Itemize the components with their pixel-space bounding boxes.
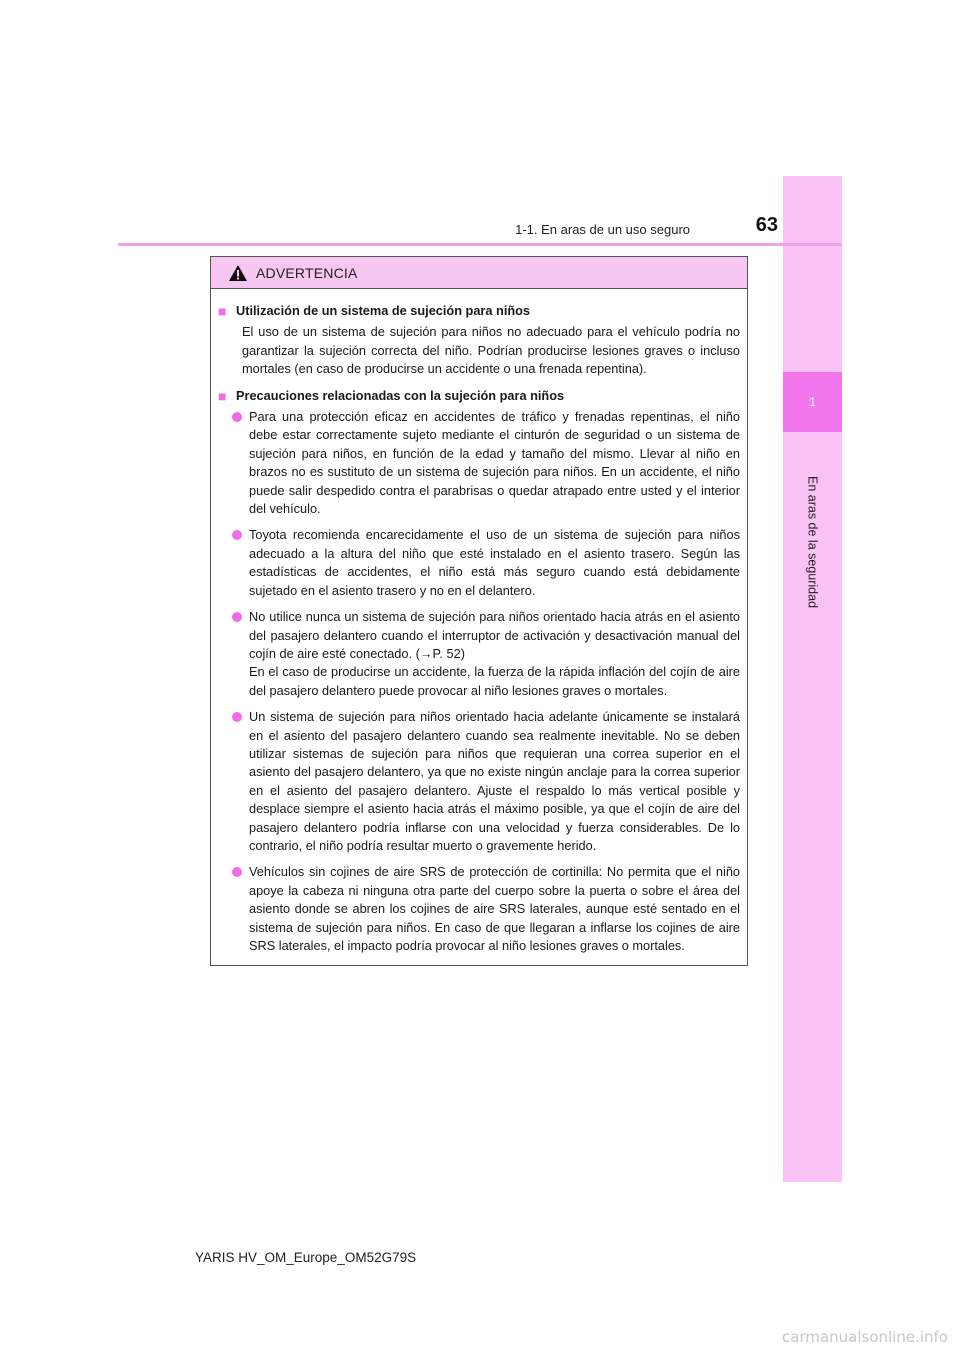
- circle-bullet-icon: [232, 712, 242, 722]
- page-number: 63: [755, 214, 778, 236]
- list-item-text: Para una protección eficaz en accidentes de tráfico y frenadas repentinas, el niño debe estar correctamente sujeto mediante el cinturón de seguridad o un sistema de sujeción para niños, en función de la edad y tamaño del mismo. Llevar al niño en brazos no es sustituto de un sistema de sujeción para niños. En un accidente, el niño puede salir despedido contra el parabrisas o quedar atrapado entre usted y el interior del vehículo.: [249, 409, 740, 517]
- section-heading-text: Precauciones relacionadas con la sujeción para niños: [236, 387, 565, 403]
- watermark: carmanualsonline.info: [782, 1328, 948, 1346]
- square-bullet-icon: ■: [218, 303, 227, 319]
- list-item-text: Vehículos sin cojines de aire SRS de protección de cortinilla: No permita que el niño apoye la cabeza ni ninguna otra parte del cuerpo sobre la puerta o sobre el área del asiento donde se abren los cojines de aire SRS laterales, aunque esté sentado en el sistema de sujeción para niños. En caso de que llegaran a inflarse los cojines de aire SRS laterales, el impacto podría provocar al niño lesiones graves o mortales.: [249, 864, 740, 953]
- list-item-text: No utilice nunca un sistema de sujeción para niños orientado hacia atrás en el asiento del pasajero delantero cuando el interruptor de activación y desactivación manual del cojín de aire esté conectado. (→P. 52) En el caso de producirse un accidente, la fuerza de la rápida inflación del cojín de aire del pasajero delantero puede provocar al niño lesiones graves o mortales.: [249, 609, 740, 698]
- list-item: [218, 863, 740, 955]
- warning-triangle-icon: [228, 264, 248, 282]
- list-item: [218, 526, 740, 600]
- square-bullet-icon: ■: [218, 387, 227, 404]
- section-paragraph: El uso de un sistema de sujeción para niños no adecuado para el vehículo podría no garantizar la sujeción correcta del niño. Podrían producirse lesiones graves o incluso mortales (en caso de producirse un accidente o una frenada repentina).: [242, 324, 740, 377]
- chapter-title-container: [783, 432, 842, 652]
- header-divider: [118, 243, 842, 246]
- section-heading: [218, 387, 740, 405]
- chapter-title: En aras de la seguridad: [805, 475, 820, 609]
- section-heading-text: Utilización de un sistema de sujeción para niños: [236, 303, 531, 318]
- circle-bullet-icon: [232, 530, 242, 540]
- side-chapter-tab: [783, 176, 842, 1182]
- section-title: 1-1. En aras de un uso seguro: [515, 222, 690, 237]
- warning-body: [211, 289, 747, 955]
- circle-bullet-icon: [232, 612, 242, 622]
- document-code: YARIS HV_OM_Europe_OM52G79S: [195, 1250, 417, 1265]
- list-item: [218, 708, 740, 855]
- circle-bullet-icon: [232, 867, 242, 877]
- warning-title: ADVERTENCIA: [256, 264, 358, 281]
- warning-box: [210, 256, 748, 966]
- circle-bullet-icon: [232, 412, 242, 422]
- section-heading: [218, 302, 740, 320]
- list-item: [218, 408, 740, 518]
- list-item-text: Toyota recomienda encarecidamente el uso de un sistema de sujeción para niños adecuado a la altura del niño que esté instalado en el asiento trasero. Según las estadísticas de accidentes, el niño está más seguro cuando está debidamente sujetado en el asiento trasero y no en el delantero.: [249, 527, 740, 598]
- list-item: [218, 608, 740, 700]
- warning-header: [211, 257, 747, 289]
- list-item-text: Un sistema de sujeción para niños orientado hacia adelante únicamente se instalará en el asiento del pasajero delantero cuando sea realmente inevitable. No se deben utilizar sistemas de sujeción para niños que requieran una correa superior en el asiento del pasajero delantero, ya que no existe ningún anclaje para la correa superior en el asiento del pasajero delantero. Ajuste el respaldo lo más vertical posible y desplace siempre el asiento hacia atrás el máximo posible, ya que el cojín de aire del pasajero delantero podría inflarse con una velocidad y fuerza considerables. De lo contrario, el niño podría resultar muerto o gravemente herido.: [249, 709, 740, 853]
- chapter-number: 1: [783, 372, 842, 432]
